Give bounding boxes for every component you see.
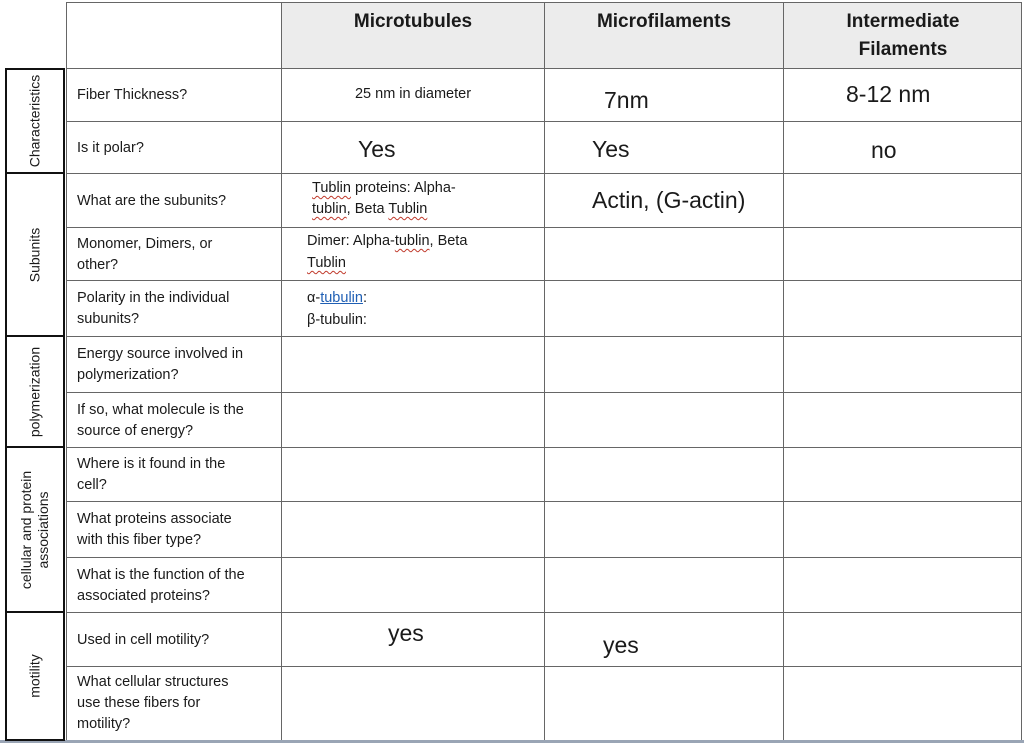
answer-dimer-microtubules (307, 230, 539, 274)
group-label-characteristics: Characteristics (26, 74, 43, 168)
grid-vline-3 (783, 2, 784, 740)
question-structures-line3: motility? (77, 716, 131, 732)
group-label-motility: motility (26, 654, 43, 698)
group-cellular-associations (5, 446, 65, 613)
answer-thickness-intermediate: 8-12 nm (846, 81, 931, 107)
grid-hline (66, 612, 1022, 613)
question-molecule-line2: source of energy? (77, 423, 194, 439)
answer-polar-microfilaments: Yes (592, 136, 630, 162)
grid-hline (66, 557, 1022, 558)
grid-hline (66, 280, 1022, 281)
answer-subunits-microfilaments: Actin, (G-actin) (592, 187, 746, 213)
grid-hline (66, 68, 1022, 69)
group-motility (5, 611, 65, 741)
question-where (77, 454, 277, 496)
answer-polar-microtubules: Yes (358, 136, 396, 162)
question-energy-line2: polymerization? (77, 367, 179, 383)
answer-thickness-microtubules: 25 nm in diameter (354, 86, 472, 102)
question-subunits: What are the subunits? (77, 193, 227, 209)
group-label-polymerization: polymerization (26, 346, 43, 437)
answer-polar-intermediate: no (871, 137, 897, 163)
answer-polarity-microtubules (307, 287, 539, 331)
question-monomer-line2: other? (77, 257, 119, 273)
question-fiber-thickness: Fiber Thickness? (77, 87, 188, 103)
answer-motility-microtubules: yes (388, 620, 424, 646)
answer-subunits-mt-a: Tublin (312, 180, 351, 196)
answer-polarity-alpha-suffix: : (362, 290, 367, 306)
header-cell-microfilaments (544, 2, 784, 68)
group-subunits (5, 172, 65, 337)
question-is-polar: Is it polar? (77, 140, 144, 156)
answer-motility-microfilaments: yes (603, 632, 639, 658)
grid-hline (66, 336, 1022, 337)
question-polarity (77, 288, 277, 330)
question-structures-line1: What cellular structures (77, 674, 229, 690)
question-monomer-line1: Monomer, Dimers, or (77, 236, 213, 252)
question-molecule-line1: If so, what molecule is the (77, 402, 244, 418)
answer-dimer-d: Tublin (307, 255, 346, 271)
question-function (77, 565, 277, 607)
question-molecule (77, 400, 277, 442)
question-motility: Used in cell motility? (77, 632, 210, 648)
question-proteins (77, 509, 277, 551)
group-polymerization (5, 335, 65, 448)
answer-subunits-mt-c: tublin (312, 201, 347, 217)
group-label-cellular-line1: cellular and protein (18, 470, 34, 589)
grid-hline (66, 173, 1022, 174)
grid-vline-1 (281, 2, 282, 740)
question-polarity-line2: subunits? (77, 311, 140, 327)
header-cell-blank (66, 2, 282, 68)
answer-dimer-a: Dimer: Alpha- (307, 233, 395, 249)
answer-dimer-c: , Beta (429, 233, 468, 249)
answer-subunits-mt-d: , Beta (346, 201, 389, 217)
grid-hline (66, 501, 1022, 502)
answer-subunits-mt-b: proteins: Alpha- (350, 180, 456, 196)
grid-vline-2 (544, 2, 545, 740)
grid-vline-0 (66, 2, 67, 740)
grid-hline (66, 121, 1022, 122)
question-energy-line1: Energy source involved in (77, 346, 244, 362)
group-label-subunits: Subunits (26, 227, 43, 282)
answer-dimer-b: tublin (394, 233, 430, 249)
group-label-cellular (18, 470, 52, 588)
question-where-line1: Where is it found in the (77, 456, 226, 472)
question-polarity-line1: Polarity in the individual (77, 290, 230, 306)
grid-hline (66, 447, 1022, 448)
question-proteins-line1: What proteins associate (77, 511, 232, 527)
grid-vline-4 (1021, 2, 1022, 740)
grid-hline-top (66, 2, 1022, 3)
header-microfilaments: Microfilaments (596, 11, 732, 32)
header-microtubules: Microtubules (353, 11, 473, 32)
grid-hline (66, 227, 1022, 228)
group-characteristics (5, 68, 65, 174)
question-monomer (77, 234, 277, 276)
header-cell-microtubules (282, 2, 544, 68)
question-structures (77, 672, 277, 735)
answer-subunits-mt-e: Tublin (388, 201, 428, 217)
header-intermediate-line2: Filaments (858, 39, 948, 60)
question-function-line2: associated proteins? (77, 588, 210, 604)
question-where-line2: cell? (77, 477, 107, 493)
tubulin-link[interactable]: tubulin (320, 290, 363, 306)
question-structures-line2: use these fibers for (77, 695, 201, 711)
question-function-line1: What is the function of the (77, 567, 245, 583)
answer-subunits-microtubules (312, 178, 542, 220)
grid-hline-bottom (0, 740, 1024, 743)
group-label-cellular-line2: associations (35, 490, 51, 569)
grid-hline (66, 666, 1022, 667)
header-cell-intermediate (784, 2, 1022, 68)
question-energy (77, 344, 277, 386)
answer-thickness-microfilaments: 7nm (604, 87, 649, 113)
answer-polarity-alpha-prefix: α- (307, 290, 321, 306)
answer-polarity-beta: β-tubulin: (307, 312, 367, 328)
grid-hline (66, 392, 1022, 393)
header-intermediate-line1: Intermediate (846, 11, 960, 32)
question-proteins-line2: with this fiber type? (77, 532, 202, 548)
